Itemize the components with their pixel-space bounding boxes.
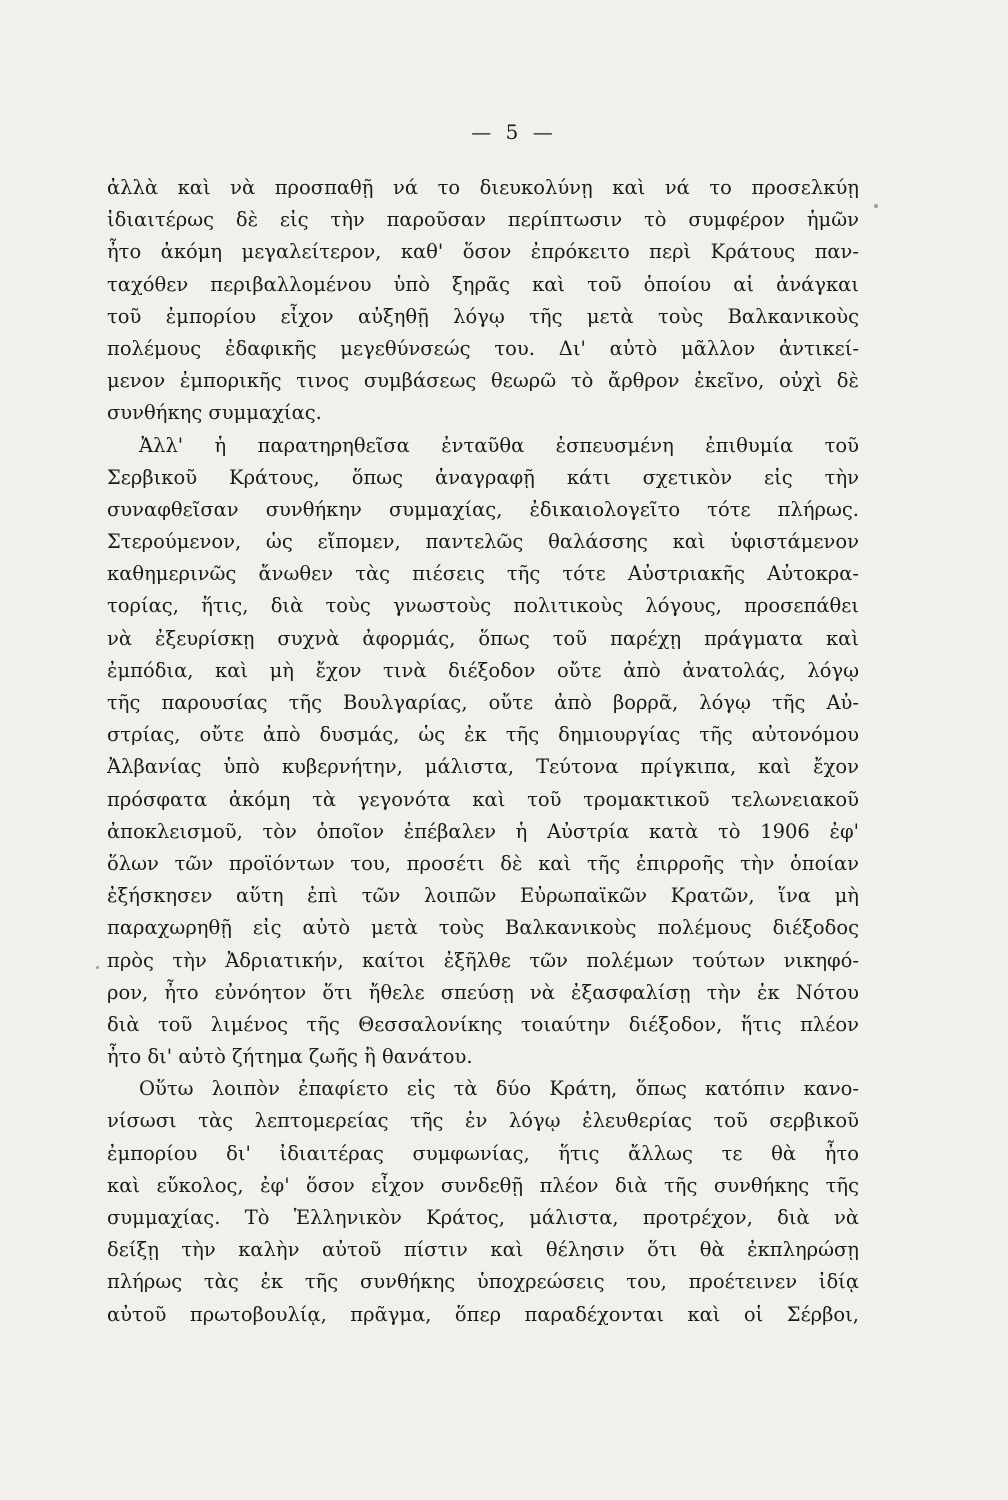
text-line: παραχωρηθῇ εἰς αὐτὸ μετὰ τοὺς Βαλκανικοὺς πολέμους διέξοδος (107, 916, 859, 940)
text-line: καὶ εὔκολος, ἐφ' ὅσον εἶχον συνδεθῇ πλέον διὰ τῆς συνθήκης τῆς (107, 1173, 859, 1197)
text-line: τοῦ ἐμπορίου εἶχον αὐξηθῇ λόγῳ τῆς μετὰ τοὺς Βαλκανικοὺς (107, 304, 859, 328)
text-line: τῆς παρουσίας τῆς Βουλγαρίας, οὔτε ἀπὸ βορρᾶ, λόγῳ τῆς Αὐ- (107, 691, 859, 714)
text-line: συμμαχίας. Τὸ Ἑλληνικὸν Κράτος, μάλιστα, προτρέχον, διὰ νὰ (107, 1206, 859, 1229)
text-line: διὰ τοῦ λιμένος τῆς Θεσσαλονίκης τοιαύτην διέξοδον, ἥτις πλέον (107, 1012, 859, 1036)
text-line: ἐξήσκησεν αὕτη ἐπὶ τῶν λοιπῶν Εὐρωπαϊκῶν Κρατῶν, ἵνα μὴ (107, 884, 859, 908)
text-line: πλήρως τὰς ἐκ τῆς συνθήκης ὑποχρεώσεις του, προέτεινεν ἰδίᾳ (107, 1270, 859, 1294)
text-line: πρόσφατα ἀκόμη τὰ γεγονότα καὶ τοῦ τρομακτικοῦ τελωνειακοῦ (107, 787, 859, 811)
text-line: ἰδιαιτέρως δὲ εἰς τὴν παροῦσαν περίπτωσιν τὸ συμφέρον ἡμῶν (107, 208, 859, 232)
print-speck (874, 204, 878, 208)
text-line: στρίας, οὔτε ἀπὸ δυσμάς, ὡς ἐκ τῆς δημιουργίας τῆς αὐτονόμου (107, 723, 859, 747)
text-line: Ἀλβανίας ὑπὸ κυβερνήτην, μάλιστα, Τεύτονα πρίγκιπα, καὶ ἔχον (107, 755, 859, 779)
text-line: ἀλλὰ καὶ νὰ προσπαθῇ νά το διευκολύνῃ καὶ νά το προσελκύῃ (107, 176, 859, 199)
text-line: Ἀλλ' ἡ παρατηρηθεῖσα ἐνταῦθα ἐσπευσμένη ἐπιθυμία τοῦ (139, 433, 859, 457)
text-line: ἀποκλεισμοῦ, τὸν ὁποῖον ἐπέβαλεν ἡ Αὐστρία κατὰ τὸ 1906 ἐφ' (107, 819, 859, 843)
page-number: — 5 — (471, 120, 557, 144)
text-line: Οὕτω λοιπὸν ἐπαφίετο εἰς τὰ δύο Κράτη, ὅπως κατόπιν κανο- (139, 1077, 859, 1101)
text-line: ταχόθεν περιβαλλομένου ὑπὸ ξηρᾶς καὶ τοῦ ὁποίου αἱ ἀνάγκαι (107, 272, 859, 296)
text-line: ὅλων τῶν προϊόντων του, προσέτι δὲ καὶ τῆς ἐπιρροῆς τὴν ὁποίαν (107, 851, 859, 875)
text-line: Στερούμενον, ὡς εἴπομεν, παντελῶς θαλάσσης καὶ ὑφιστάμενον (107, 530, 859, 554)
text-line: ἦτο ἀκόμη μεγαλείτερον, καθ' ὅσον ἐπρόκειτο περὶ Κράτους παν- (107, 240, 859, 264)
text-line: νὰ ἐξευρίσκῃ συχνὰ ἀφορμάς, ὅπως τοῦ παρέχῃ πράγματα καὶ (107, 626, 859, 650)
text-line: μενον ἐμπορικῆς τινος συμβάσεως θεωρῶ τὸ ἄρθρον ἐκεῖνο, οὐχὶ δὲ (107, 369, 859, 393)
text-line: ρον, ἦτο εὐνόητον ὅτι ἤθελε σπεύσῃ νὰ ἐξασφαλίσῃ τὴν ἐκ Νότου (107, 980, 859, 1004)
text-line: συνθήκης συμμαχίας. (107, 401, 322, 425)
text-line: νίσωσι τὰς λεπτομερείας τῆς ἐν λόγῳ ἐλευθερίας τοῦ σερβικοῦ (107, 1109, 859, 1133)
text-line: συναφθεῖσαν συνθήκην συμμαχίας, ἐδικαιολογεῖτο τότε πλήρως. (107, 497, 859, 521)
text-line: δείξῃ τὴν καλὴν αὐτοῦ πίστιν καὶ θέλησιν ὅτι θὰ ἐκπληρώσῃ (107, 1238, 859, 1262)
body-text (107, 172, 859, 1331)
text-line: τορίας, ἥτις, διὰ τοὺς γνωστοὺς πολιτικοὺς λόγους, προσεπάθει (107, 594, 859, 618)
text-line: καθημερινῶς ἄνωθεν τὰς πιέσεις τῆς τότε Αὐστριακῆς Αὐτοκρα- (107, 562, 859, 586)
text-line: πρὸς τὴν Ἀδριατικήν, καίτοι ἐξῆλθε τῶν πολέμων τούτων νικηφό- (107, 948, 859, 972)
text-line: αὐτοῦ πρωτοβουλίᾳ, πρᾶγμα, ὅπερ παραδέχονται καὶ οἱ Σέρβοι, (107, 1302, 859, 1326)
text-line: Σερβικοῦ Κράτους, ὅπως ἀναγραφῇ κάτι σχετικὸν εἰς τὴν (107, 465, 859, 489)
text-line: πολέμους ἐδαφικῆς μεγεθύνσεώς του. Δι' αὐτὸ μᾶλλον ἀντικεί- (107, 336, 859, 360)
text-line: ἐμπορίου δι' ἰδιαιτέρας συμφωνίας, ἥτις ἄλλως τε θὰ ἦτο (107, 1141, 859, 1165)
text-line: ἐμπόδια, καὶ μὴ ἔχον τινὰ διέξοδον οὔτε ἀπὸ ἀνατολάς, λόγῳ (107, 658, 859, 682)
text-line: ἦτο δι' αὐτὸ ζήτημα ζωῆς ἢ θανάτου. (107, 1045, 473, 1069)
print-speck (96, 966, 99, 969)
